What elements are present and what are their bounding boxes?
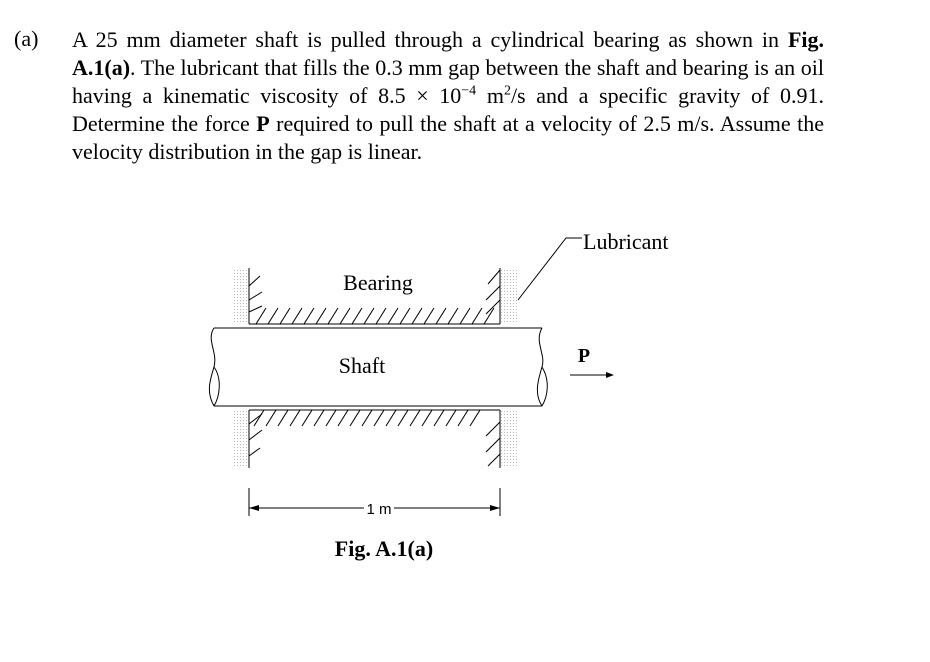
force-label: P <box>577 345 591 367</box>
force-symbol: P <box>256 111 270 136</box>
question-text-part-1: A 25 mm diameter shaft is pulled through a cylindrical bearing as shown in <box>72 27 788 52</box>
wall-left-top <box>232 268 249 324</box>
dimension-label: 1 m <box>366 501 392 518</box>
wall-right-bottom <box>500 410 517 468</box>
figure-reference: Fig. A.1(a) <box>72 27 824 80</box>
bearing-label: Bearing <box>343 270 413 295</box>
question-text-part-2: . The lubricant that fills the 0.3 mm gap between the shaft and bearing is an oil having a kinematic viscosity of 8.5 × 10 <box>72 55 824 108</box>
wall-right-top <box>500 268 517 324</box>
bearing-bottom-hatch <box>249 410 500 468</box>
figure-caption: Fig. A.1(a) <box>334 536 434 561</box>
lubricant-leader <box>518 238 582 300</box>
exponent-viscosity: −4 <box>461 83 477 99</box>
question-text-part-4: /s and a specific gravity of 0.91. Determine the force <box>72 83 824 136</box>
exponent-area: 2 <box>503 83 511 99</box>
lubricant-label: Lubricant <box>583 229 669 254</box>
wall-left-bottom <box>232 410 249 468</box>
question-text-part-3: m <box>476 83 504 108</box>
shaft-label: Shaft <box>338 353 386 378</box>
question-text-part-5: required to pull the shaft at a velocity of 2.5 m/s. Assume the velocity distribution in the gap is linear. <box>72 111 825 164</box>
force-arrow <box>570 372 614 378</box>
question-label: (a) <box>14 26 39 51</box>
